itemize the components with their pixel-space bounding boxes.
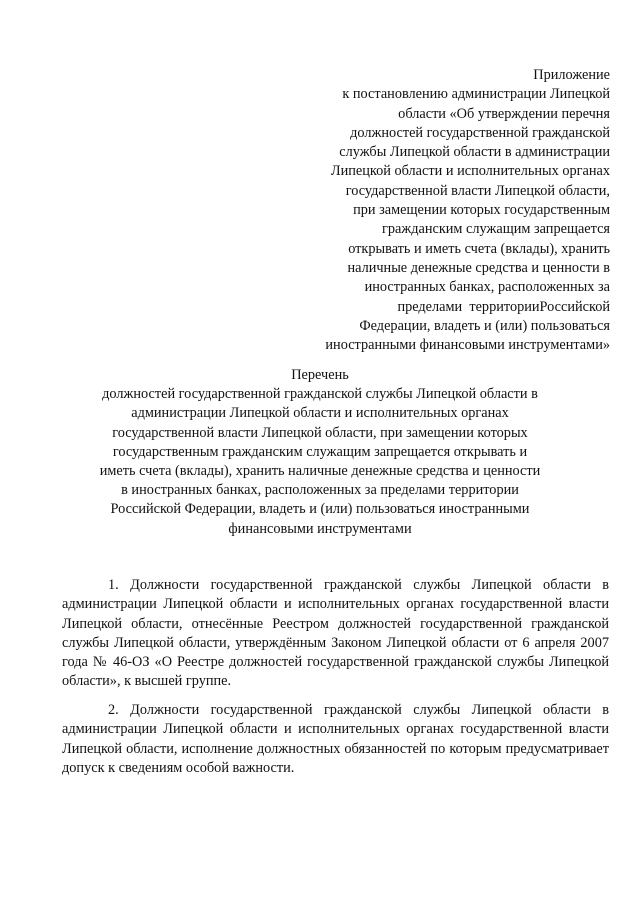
paragraph-1: 1. Должности государственной гражданской службы Липецкой области в администрации Липецкой области и исполнительных органах государственной власти Липецкой области, отнесённые Реестром должностей государственной гражданской службы Липецкой области, утверждённым Законом Липецкой области от 6 апреля 2007 года № 46-ОЗ «О Реестре должностей государственной гражданской службы Липецкой области», к высшей группе. <box>62 577 609 690</box>
title-line: в иностранных банках, расположенных за пределами территории <box>121 482 519 499</box>
title-line: финансовыми инструментами <box>228 520 412 537</box>
appendix-line: пределами территорииРоссийской <box>397 298 610 315</box>
appendix-header <box>280 66 610 355</box>
appendix-line: гражданским служащим запрещается <box>381 221 610 238</box>
appendix-line: открывать и иметь счета (вклады), хранить <box>348 240 610 257</box>
appendix-line: Липецкой области и исполнительных органах <box>330 163 610 180</box>
title-line: должностей государственной гражданской службы Липецкой области в <box>102 386 538 403</box>
appendix-line: иностранных банках, расположенных за <box>364 279 610 296</box>
list-heading: Перечень <box>291 367 349 383</box>
title-line: государственным гражданским служащим запрещается открывать и <box>112 443 528 460</box>
paragraph-2: 2. Должности государственной гражданской службы Липецкой области в администрации Липецкой области и исполнительных органах государственной власти Липецкой области, исполнение должностных обязанностей по которым предусматривает допуск к сведениям особой важности. <box>62 702 609 776</box>
title-line: Российской Федерации, владеть и (или) пользоваться иностранными <box>110 501 530 518</box>
list-title <box>60 366 580 539</box>
appendix-line: государственной власти Липецкой области, <box>345 182 610 199</box>
appendix-line: Федерации, владеть и (или) пользоваться <box>359 317 610 334</box>
title-line: администрации Липецкой области и исполнительных органах <box>131 405 509 422</box>
appendix-line: должностей государственной гражданской <box>350 124 610 141</box>
title-line: государственной власти Липецкой области, при замещении которых <box>112 424 528 441</box>
appendix-line: Приложение <box>533 67 610 83</box>
appendix-line: службы Липецкой области в администрации <box>339 144 610 161</box>
appendix-line: иностранными финансовыми инструментами» <box>325 337 610 354</box>
appendix-line: области «Об утверждении перечня <box>398 105 610 122</box>
appendix-line: наличные денежные средства и ценности в <box>347 259 610 276</box>
appendix-line: при замещении которых государственным <box>353 202 610 219</box>
appendix-line: к постановлению администрации Липецкой <box>342 86 610 103</box>
title-line: иметь счета (вклады), хранить наличные денежные средства и ценности <box>99 463 541 480</box>
